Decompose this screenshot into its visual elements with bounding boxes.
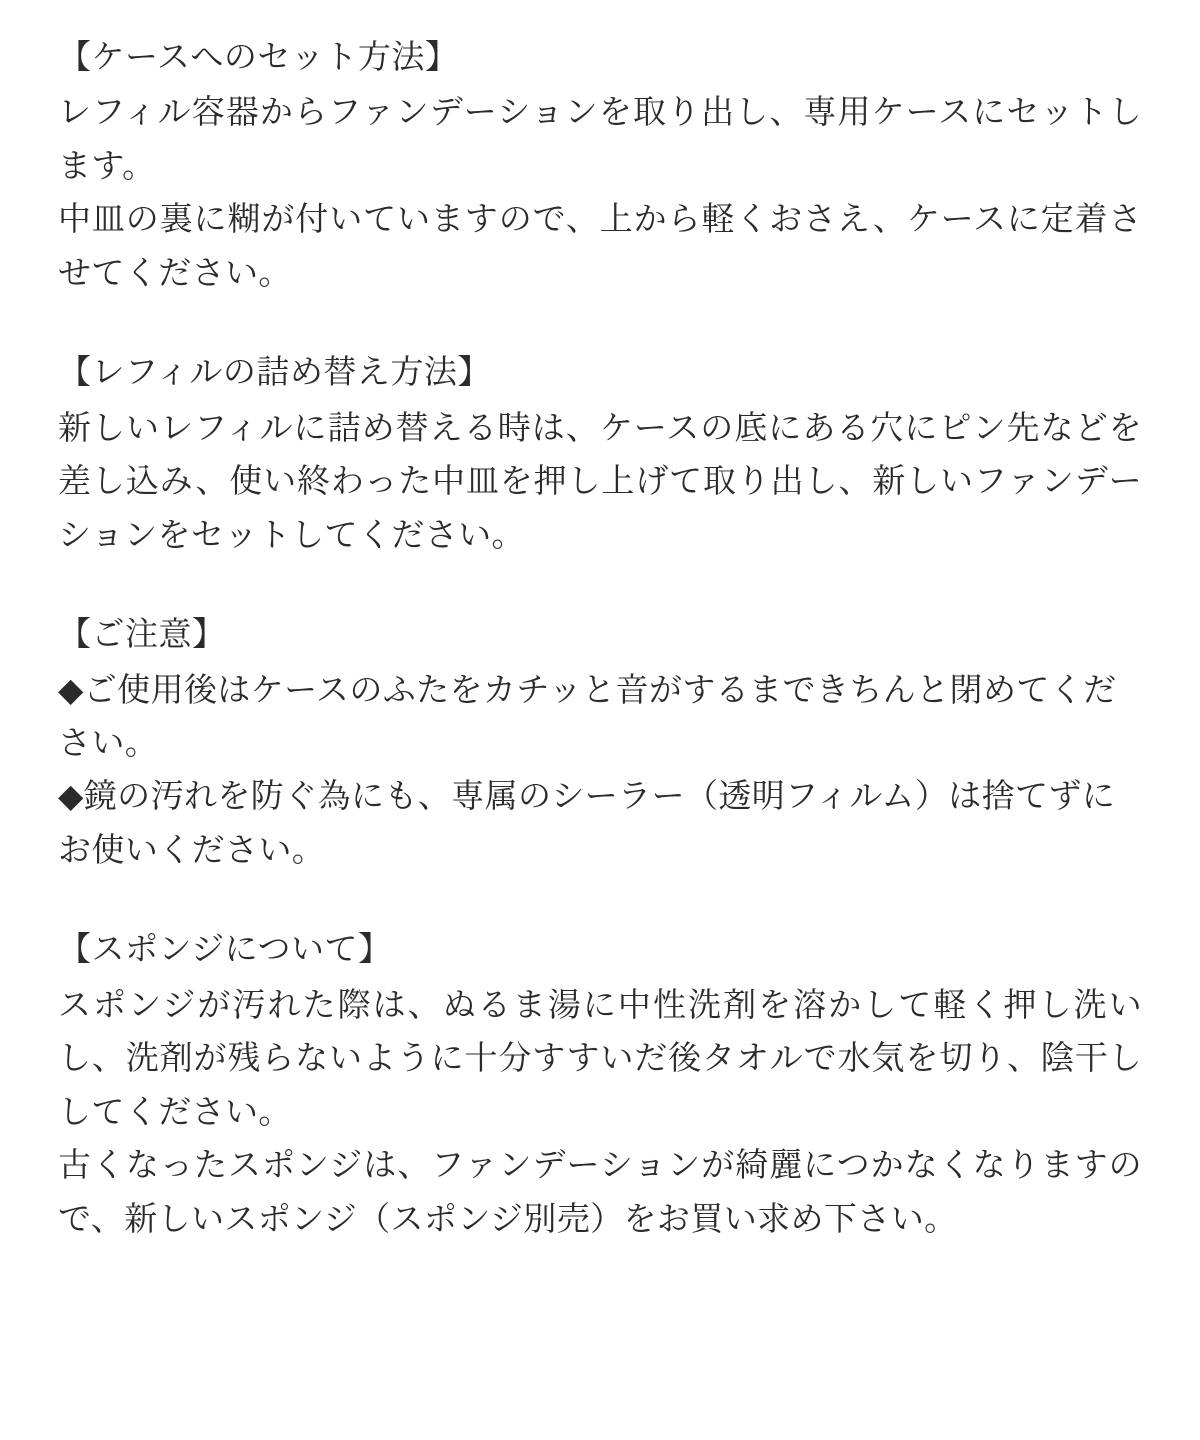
section-refill-method <box>58 345 1142 561</box>
caution-item: ◆ご使用後はケースのふたをカチッと音がするまできちんと閉めてください。 <box>58 670 1117 761</box>
section-paragraph: レフィル容器からファンデーションを取り出し、専用ケースにセットします。 <box>58 93 1142 184</box>
section-paragraph: 新しいレフィルに詰め替える時は、ケースの底にある穴にピン先などを差し込み、使い終わった中皿を押し上げて取り出し、新しいファンデーションをセットしてください。 <box>58 408 1142 553</box>
section-sponge-care <box>58 922 1142 1245</box>
section-cautions <box>58 607 1142 876</box>
section-paragraph: 中皿の裏に糊が付いていますので、上から軽くおさえ、ケースに定着させてください。 <box>58 200 1142 291</box>
section-heading: 【スポンジについて】 <box>58 930 392 968</box>
caution-item: ◆鏡の汚れを防ぐ為にも、専属のシーラー（透明フィルム）は捨てずにお使いください。 <box>58 777 1116 868</box>
section-heading: 【ケースへのセット方法】 <box>58 38 459 75</box>
section-case-setup <box>58 30 1142 299</box>
section-paragraph: スポンジが汚れた際は、ぬるま湯に中性洗剤を溶かして軽く押し洗いし、洗剤が残らないように十分すすいだ後タオルで水気を切り、陰干ししてください。 <box>58 985 1142 1130</box>
section-heading: 【レフィルの詰め替え方法】 <box>58 353 491 391</box>
section-paragraph: 古くなったスポンジは、ファンデーションが綺麗につかなくなりますので、新しいスポンジ（スポンジ別売）をお買い求め下さい。 <box>58 1146 1142 1237</box>
section-heading: 【ご注意】 <box>58 615 226 653</box>
